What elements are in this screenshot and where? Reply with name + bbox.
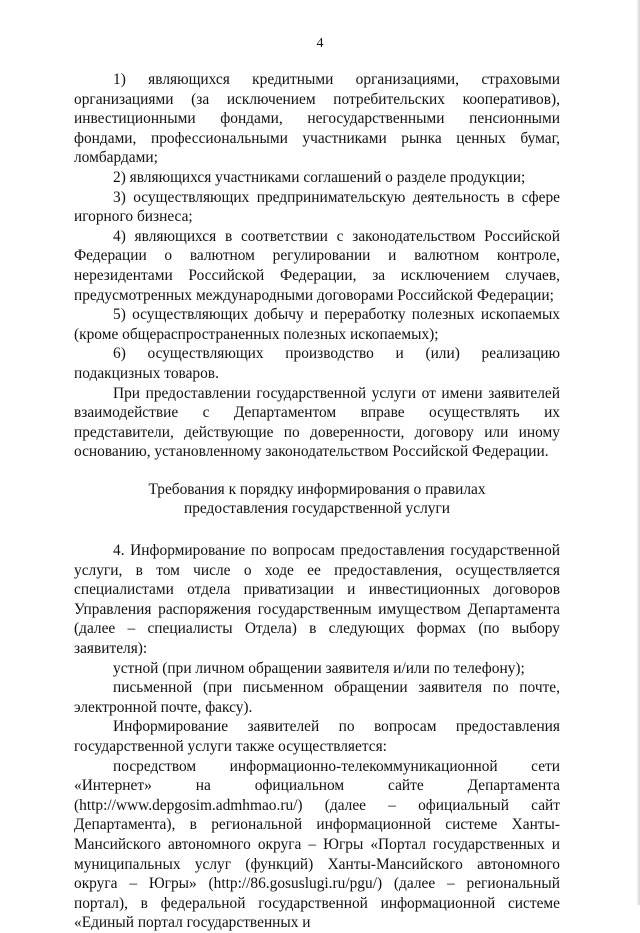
paragraph-oral-form: устной (при личном обращении заявителя и/или по телефону); [113,659,525,677]
page-number: 4 [316,36,324,51]
section-heading-line-1: Требования к порядку информирования о правилах [148,480,486,498]
paragraph-item-6: 6) осуществляющих производство и (или) реализацию подакцизных товаров. [74,345,560,382]
paragraph-internet: посредством информационно-телекоммуникационной сети «Интернет» на официальном сайте Департамента (http://www.depgosim.admhmao.ru/) (далее – официальный сайт Департамента), в региональной информационной системе Ханты-Мансийского автономного округа – Югры «Портал государственных и муниципальных услуг (функций) Ханты-Мансийского автономного округа – Югры» (http://86.gosuslugi.ru/pgu/) (далее – региональный портал), в федеральной государственной информационной системе «Единый портал государственных и [74,757,560,932]
document-body [74,70,560,933]
paragraph-item-5: 5) осуществляющих добычу и переработку полезных ископаемых (кроме общераспространенных полезных ископаемых); [74,306,560,343]
paragraph-representatives: При предоставлении государственной услуги от имени заявителей взаимодействие с Департаментом вправе осуществлять их представители, действующие по доверенности, договору или иному основанию, установленному законодательством Российской Федерации. [74,384,560,461]
section-heading-line-2: предоставления государственной услуги [183,500,450,518]
paragraph-also-informing: Информирование заявителей по вопросам предоставления государственной услуги также осуществляется: [74,718,560,755]
scan-edge-shadow [636,0,640,905]
paragraph-item-2: 2) являющихся участниками соглашений о разделе продукции; [113,168,526,186]
section-heading [74,480,560,519]
paragraph-informing: 4. Информирование по вопросам предоставления государственной услуги, в том числе о ходе ее предоставления, осуществляется специалистами отдела приватизации и инвестиционных договоров Управления распоряжения государственным имуществом Департамента (далее – специалисты Отдела) в следующих формах (по выбору заявителя): [74,542,560,658]
paragraph-item-3: 3) осуществляющих предпринимательскую деятельность в сфере игорного бизнеса; [74,188,560,226]
paragraph-written-form: письменной (при письменном обращении заявителя по почте, электронной почте, факсу). [74,679,560,716]
paragraph-item-4: 4) являющихся в соответствии с законодательством Российской Федерации о валютном регулировании и валютном контроле, нерезидентами Российской Федерации, за исключением случаев, предусмотренных международными договорами Российской Федерации; [74,227,560,304]
paragraph-item-1: 1) являющихся кредитными организациями, страховыми организациями (за исключением потребительских кооперативов), инвестиционными фондами, негосударственными пенсионными фондами, профессиональными участниками рынка ценных бумаг, ломбардами; [74,71,560,167]
